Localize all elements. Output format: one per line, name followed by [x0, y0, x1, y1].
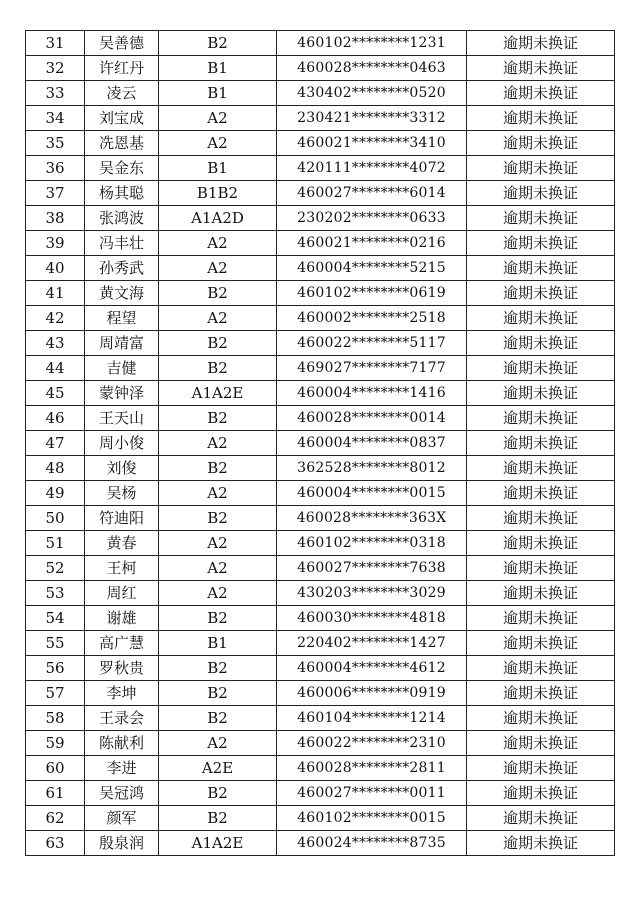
status-text: 逾期未换证	[467, 531, 615, 556]
table-row	[26, 331, 615, 356]
row-number: 41	[26, 281, 85, 306]
holder-name: 周红	[85, 581, 159, 606]
row-number: 40	[26, 256, 85, 281]
id-number: 460004********4612	[277, 656, 467, 681]
row-number: 59	[26, 731, 85, 756]
row-number: 48	[26, 456, 85, 481]
id-number: 230421********3312	[277, 106, 467, 131]
row-number: 54	[26, 606, 85, 631]
holder-name: 李进	[85, 756, 159, 781]
id-number: 420111********4072	[277, 156, 467, 181]
status-text: 逾期未换证	[467, 756, 615, 781]
status-text: 逾期未换证	[467, 256, 615, 281]
license-class: B2	[159, 656, 277, 681]
row-number: 43	[26, 331, 85, 356]
row-number: 53	[26, 581, 85, 606]
status-text: 逾期未换证	[467, 706, 615, 731]
status-text: 逾期未换证	[467, 631, 615, 656]
table-row	[26, 581, 615, 606]
license-class: A2	[159, 731, 277, 756]
status-text: 逾期未换证	[467, 656, 615, 681]
table-row	[26, 381, 615, 406]
holder-name: 杨其聪	[85, 181, 159, 206]
table-row	[26, 531, 615, 556]
status-text: 逾期未换证	[467, 106, 615, 131]
license-class: B1	[159, 631, 277, 656]
holder-name: 许红丹	[85, 56, 159, 81]
license-class: B2	[159, 281, 277, 306]
status-text: 逾期未换证	[467, 781, 615, 806]
license-roster-table	[25, 30, 615, 856]
license-class: B1	[159, 56, 277, 81]
id-number: 460022********2310	[277, 731, 467, 756]
holder-name: 吴善德	[85, 31, 159, 56]
id-number: 460002********2518	[277, 306, 467, 331]
license-class: B2	[159, 356, 277, 381]
holder-name: 符迪阳	[85, 506, 159, 531]
license-class: B2	[159, 681, 277, 706]
license-class: B1B2	[159, 181, 277, 206]
license-class: B2	[159, 406, 277, 431]
holder-name: 李坤	[85, 681, 159, 706]
id-number: 460102********0015	[277, 806, 467, 831]
license-class: B2	[159, 506, 277, 531]
status-text: 逾期未换证	[467, 731, 615, 756]
row-number: 57	[26, 681, 85, 706]
id-number: 460028********0463	[277, 56, 467, 81]
row-number: 44	[26, 356, 85, 381]
table-row	[26, 606, 615, 631]
holder-name: 孙秀武	[85, 256, 159, 281]
table-row	[26, 131, 615, 156]
row-number: 45	[26, 381, 85, 406]
table-row	[26, 306, 615, 331]
holder-name: 吉健	[85, 356, 159, 381]
license-class: A2	[159, 106, 277, 131]
license-class: A1A2D	[159, 206, 277, 231]
id-number: 460102********1231	[277, 31, 467, 56]
id-number: 460004********1416	[277, 381, 467, 406]
id-number: 460030********4818	[277, 606, 467, 631]
holder-name: 吴杨	[85, 481, 159, 506]
license-class: B2	[159, 31, 277, 56]
license-class: B2	[159, 781, 277, 806]
status-text: 逾期未换证	[467, 206, 615, 231]
status-text: 逾期未换证	[467, 431, 615, 456]
table-row	[26, 356, 615, 381]
id-number: 460022********5117	[277, 331, 467, 356]
holder-name: 刘宝成	[85, 106, 159, 131]
holder-name: 冼恩基	[85, 131, 159, 156]
status-text: 逾期未换证	[467, 56, 615, 81]
id-number: 460104********1214	[277, 706, 467, 731]
status-text: 逾期未换证	[467, 806, 615, 831]
row-number: 58	[26, 706, 85, 731]
table-row	[26, 406, 615, 431]
license-class: A2	[159, 581, 277, 606]
id-number: 460004********5215	[277, 256, 467, 281]
row-number: 62	[26, 806, 85, 831]
holder-name: 谢雄	[85, 606, 159, 631]
license-class: A2	[159, 531, 277, 556]
id-number: 460028********363X	[277, 506, 467, 531]
id-number: 460021********0216	[277, 231, 467, 256]
license-class: A2	[159, 306, 277, 331]
table-row	[26, 506, 615, 531]
holder-name: 王天山	[85, 406, 159, 431]
status-text: 逾期未换证	[467, 81, 615, 106]
status-text: 逾期未换证	[467, 481, 615, 506]
id-number: 220402********1427	[277, 631, 467, 656]
table-row	[26, 631, 615, 656]
id-number: 362528********8012	[277, 456, 467, 481]
status-text: 逾期未换证	[467, 831, 615, 856]
table-row	[26, 806, 615, 831]
license-class: B1	[159, 81, 277, 106]
table-row	[26, 681, 615, 706]
row-number: 51	[26, 531, 85, 556]
id-number: 460027********7638	[277, 556, 467, 581]
license-class: A2	[159, 431, 277, 456]
row-number: 49	[26, 481, 85, 506]
holder-name: 张鸿波	[85, 206, 159, 231]
id-number: 460102********0619	[277, 281, 467, 306]
status-text: 逾期未换证	[467, 581, 615, 606]
id-number: 460021********3410	[277, 131, 467, 156]
id-number: 460024********8735	[277, 831, 467, 856]
table-row	[26, 731, 615, 756]
table-row	[26, 31, 615, 56]
id-number: 460027********6014	[277, 181, 467, 206]
table-row	[26, 656, 615, 681]
row-number: 47	[26, 431, 85, 456]
row-number: 31	[26, 31, 85, 56]
status-text: 逾期未换证	[467, 131, 615, 156]
license-class: B1	[159, 156, 277, 181]
status-text: 逾期未换证	[467, 231, 615, 256]
id-number: 460027********0011	[277, 781, 467, 806]
status-text: 逾期未换证	[467, 381, 615, 406]
row-number: 39	[26, 231, 85, 256]
holder-name: 王录会	[85, 706, 159, 731]
table-row	[26, 781, 615, 806]
table-row	[26, 156, 615, 181]
status-text: 逾期未换证	[467, 181, 615, 206]
id-number: 460004********0015	[277, 481, 467, 506]
id-number: 430402********0520	[277, 81, 467, 106]
license-class: A1A2E	[159, 831, 277, 856]
holder-name: 高广慧	[85, 631, 159, 656]
license-class: B2	[159, 456, 277, 481]
status-text: 逾期未换证	[467, 456, 615, 481]
row-number: 34	[26, 106, 85, 131]
holder-name: 冯丰壮	[85, 231, 159, 256]
row-number: 61	[26, 781, 85, 806]
table-row	[26, 281, 615, 306]
row-number: 56	[26, 656, 85, 681]
id-number: 230202********0633	[277, 206, 467, 231]
row-number: 35	[26, 131, 85, 156]
row-number: 52	[26, 556, 85, 581]
id-number: 460102********0318	[277, 531, 467, 556]
table-row	[26, 831, 615, 856]
license-class: A2	[159, 556, 277, 581]
holder-name: 刘俊	[85, 456, 159, 481]
row-number: 38	[26, 206, 85, 231]
id-number: 460006********0919	[277, 681, 467, 706]
status-text: 逾期未换证	[467, 681, 615, 706]
id-number: 460028********2811	[277, 756, 467, 781]
holder-name: 罗秋贵	[85, 656, 159, 681]
license-class: B2	[159, 706, 277, 731]
status-text: 逾期未换证	[467, 331, 615, 356]
row-number: 50	[26, 506, 85, 531]
row-number: 60	[26, 756, 85, 781]
holder-name: 王柯	[85, 556, 159, 581]
id-number: 460004********0837	[277, 431, 467, 456]
license-class: A2	[159, 481, 277, 506]
license-class: A1A2E	[159, 381, 277, 406]
id-number: 469027********7177	[277, 356, 467, 381]
license-class: B2	[159, 331, 277, 356]
table-row	[26, 481, 615, 506]
status-text: 逾期未换证	[467, 556, 615, 581]
status-text: 逾期未换证	[467, 156, 615, 181]
table-row	[26, 456, 615, 481]
license-class: A2	[159, 256, 277, 281]
holder-name: 黄春	[85, 531, 159, 556]
license-class: B2	[159, 606, 277, 631]
license-class: A2	[159, 231, 277, 256]
table-row	[26, 756, 615, 781]
holder-name: 黄文海	[85, 281, 159, 306]
license-roster-body	[26, 31, 615, 856]
table-row	[26, 56, 615, 81]
status-text: 逾期未换证	[467, 306, 615, 331]
holder-name: 殷泉润	[85, 831, 159, 856]
row-number: 42	[26, 306, 85, 331]
table-row	[26, 431, 615, 456]
table-row	[26, 81, 615, 106]
holder-name: 吴金东	[85, 156, 159, 181]
license-class: B2	[159, 806, 277, 831]
holder-name: 蒙钟泽	[85, 381, 159, 406]
row-number: 32	[26, 56, 85, 81]
row-number: 37	[26, 181, 85, 206]
license-class: A2	[159, 131, 277, 156]
holder-name: 颜军	[85, 806, 159, 831]
holder-name: 周小俊	[85, 431, 159, 456]
license-class: A2E	[159, 756, 277, 781]
table-row	[26, 256, 615, 281]
table-row	[26, 706, 615, 731]
holder-name: 周靖富	[85, 331, 159, 356]
id-number: 460028********0014	[277, 406, 467, 431]
row-number: 33	[26, 81, 85, 106]
holder-name: 陈献利	[85, 731, 159, 756]
table-row	[26, 106, 615, 131]
status-text: 逾期未换证	[467, 606, 615, 631]
row-number: 63	[26, 831, 85, 856]
holder-name: 程望	[85, 306, 159, 331]
holder-name: 凌云	[85, 81, 159, 106]
status-text: 逾期未换证	[467, 356, 615, 381]
row-number: 46	[26, 406, 85, 431]
table-row	[26, 556, 615, 581]
holder-name: 吴冠鸿	[85, 781, 159, 806]
status-text: 逾期未换证	[467, 281, 615, 306]
status-text: 逾期未换证	[467, 506, 615, 531]
status-text: 逾期未换证	[467, 31, 615, 56]
row-number: 36	[26, 156, 85, 181]
table-row	[26, 206, 615, 231]
status-text: 逾期未换证	[467, 406, 615, 431]
row-number: 55	[26, 631, 85, 656]
id-number: 430203********3029	[277, 581, 467, 606]
table-row	[26, 181, 615, 206]
table-row	[26, 231, 615, 256]
